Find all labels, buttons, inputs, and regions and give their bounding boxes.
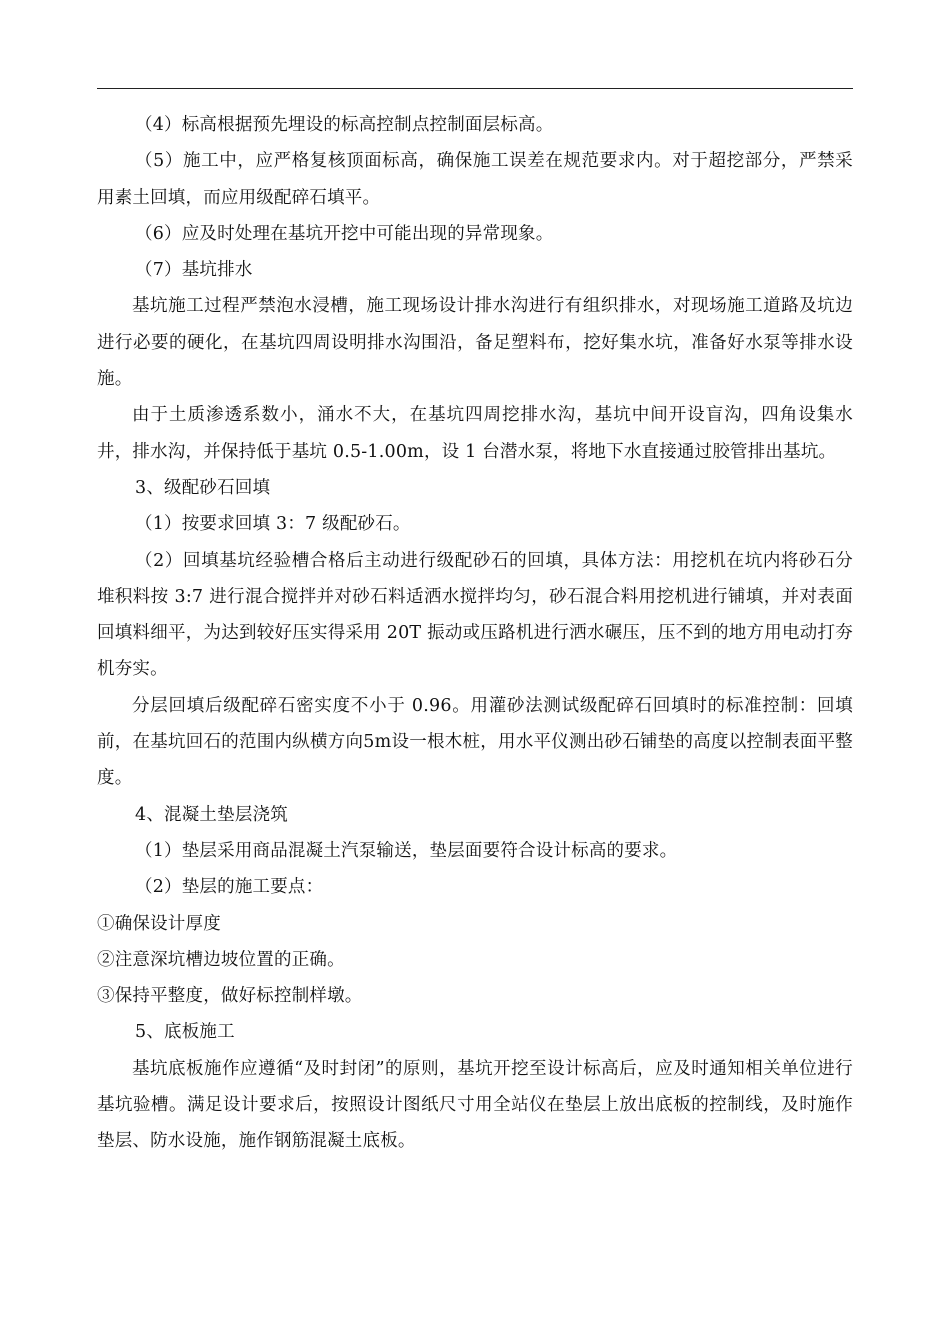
- paragraph-drainage-measures: 基坑施工过程严禁泡水浸槽，施工现场设计排水沟进行有组织排水，对现场施工道路及坑边进行必要的硬化，在基坑四周设明排水沟围沿，备足塑料布，挖好集水坑，准备好水泵等排水设施。: [97, 296, 853, 390]
- list-item-slope-position: ②注意深坑槽边坡位置的正确。: [97, 949, 345, 970]
- paragraph-base-slab-construction: 基坑底板施作应遵循“及时封闭”的原则，基坑开挖至设计标高后，应及时通知相关单位进行基坑验槽。满足设计要求后，按照设计图纸尺寸用全站仪在垫层上放出底板的控制线，及时施作垫层、防水设施，施作钢筋混凝土底板。: [97, 1058, 853, 1152]
- list-item-flatness: ③保持平整度，做好标控制样墩。: [97, 986, 363, 1007]
- section-heading-gravel-backfill: 3、级配砂石回填: [135, 477, 271, 498]
- section-heading-base-slab: 5、底板施工: [135, 1022, 235, 1043]
- paragraph-abnormal-handling: （6）应及时处理在基坑开挖中可能出现的异常现象。: [135, 223, 554, 244]
- paragraph-drainage-wells: 由于土质渗透系数小，涌水不大，在基坑四周挖排水沟，基坑中间开设盲沟，四角设集水井，排水沟，并保持低于基坑 0.5-1.00m，设 1 台潜水泵，将地下水直接通过胶管排出基坑。: [97, 405, 853, 462]
- paragraph-elevation-control: （4）标高根据预先埋设的标高控制点控制面层标高。: [135, 115, 554, 135]
- section-heading-concrete-cushion: 4、混凝土垫层浇筑: [135, 804, 288, 825]
- paragraph-cushion-pumping: （1）垫层采用商品混凝土汽泵输送，垫层面要符合设计标高的要求。: [135, 840, 678, 861]
- paragraph-drainage-heading: （7）基坑排水: [135, 260, 253, 281]
- list-item-thickness: ①确保设计厚度: [97, 913, 221, 934]
- header-rule: [97, 88, 853, 89]
- paragraph-compaction-control: 分层回填后级配碎石密实度不小于 0.96。用灌砂法测试级配碎石回填时的标准控制：回填前，在基坑回石的范围内纵横方向5m设一根木桩，用水平仪测出砂石铺垫的高度以控制表面平整度。: [97, 695, 853, 789]
- document-body: [97, 107, 853, 1160]
- paragraph-cushion-key-points: （2）垫层的施工要点：: [135, 877, 324, 898]
- paragraph-backfill-ratio: （1）按要求回填 3：7 级配砂石。: [135, 514, 411, 535]
- paragraph-backfill-method: （2）回填基坑经验槽合格后主动进行级配砂石的回填，具体方法：用挖机在坑内将砂石分堆积料按 3:7 进行混合搅拌并对砂石料适洒水搅拌均匀，砂石混合料用挖机进行铺填，并对表面回填料细平，为达到较好压实得采用 20T 振动或压路机进行洒水碾压，压不到的地方用电动打夯机夯实。: [97, 550, 853, 680]
- paragraph-overdig-fill: （5）施工中，应严格复核顶面标高，确保施工误差在规范要求内。对于超挖部分，严禁采用素土回填，而应用级配碎石填平。: [97, 151, 853, 208]
